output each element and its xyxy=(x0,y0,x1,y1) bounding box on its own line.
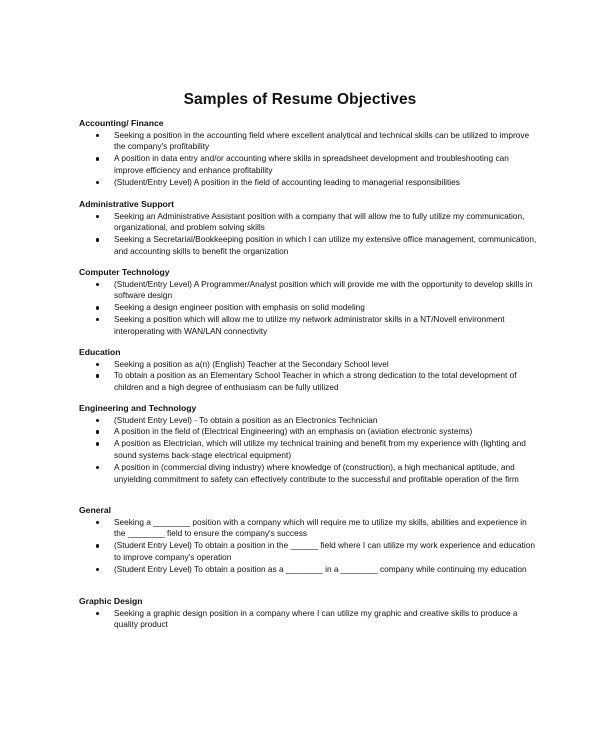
bullet-icon xyxy=(96,466,99,469)
objective-list xyxy=(79,211,539,259)
objective-text: To obtain a position as an Elementary School Teacher in which a strong dedication to the total development of children and a high degree of enthusiasm can be fully utilized xyxy=(114,370,517,393)
list-item xyxy=(79,564,539,576)
objective-text: Seeking a position in the accounting field where excellent analytical and technical skills can be utilized to improve the company's profitability xyxy=(114,129,530,152)
section-heading: Engineering and Technology xyxy=(79,403,197,413)
bullet-icon xyxy=(96,544,99,547)
list-item xyxy=(79,370,539,394)
bullet-icon xyxy=(96,442,99,445)
objective-text: Seeking a Secretarial/Bookkeeping position in which I can utilize my extensive office management, communication, and accounting skills to benefit the organization xyxy=(114,234,537,257)
section-engineering-technology xyxy=(79,403,539,486)
bullet-icon xyxy=(96,521,99,524)
bullet-icon xyxy=(96,363,99,366)
section-education xyxy=(79,347,539,394)
bullet-icon xyxy=(96,612,99,615)
bullet-icon xyxy=(96,181,99,184)
list-item xyxy=(79,426,539,438)
section-general xyxy=(79,505,539,576)
list-item xyxy=(79,130,539,154)
list-item xyxy=(79,234,539,258)
section-heading: Administrative Support xyxy=(79,199,175,209)
bullet-icon xyxy=(96,318,99,321)
bullet-icon xyxy=(96,157,99,160)
objective-text: A position in the field of (Electrical Engineering) with an emphasis on (aviation electronic systems) xyxy=(114,426,473,437)
objective-text: (Student Entry Level) To obtain a position in the ______ field where I can utilize my work experience and education to improve company's operation xyxy=(114,540,535,563)
objective-text: (Student/Entry Level) A position in the field of accounting leading to managerial responsibilities xyxy=(114,177,460,188)
list-item xyxy=(79,359,539,371)
objective-list xyxy=(79,130,539,190)
list-item xyxy=(79,540,539,564)
section-administrative-support xyxy=(79,199,539,258)
list-item xyxy=(79,608,539,632)
bullet-icon xyxy=(96,238,99,241)
objective-text: A position in (commercial diving industry) where knowledge of (construction), a high mechanical aptitude, and unyielding commitment to safety can effectively contribute to the successful and profitable operation of the firm xyxy=(114,462,519,485)
list-item xyxy=(79,177,539,189)
bullet-icon xyxy=(96,283,99,286)
objective-text: Seeking a position which will allow me to utilize my network administrator skills in a NT/Novell environment interoperating with WAN/LAN connectivity xyxy=(114,314,505,337)
objective-text: Seeking a design engineer position with emphasis on solid modeling xyxy=(114,302,365,313)
objective-text: Seeking a ________ position with a company which will require me to utilize my skills, abilities and experience in the ________ field to ensure the company's success xyxy=(114,516,527,539)
section-heading: Accounting/ Finance xyxy=(79,118,164,128)
list-item xyxy=(79,211,539,235)
list-item xyxy=(79,438,539,462)
objective-list xyxy=(79,608,539,632)
bullet-icon xyxy=(96,374,99,377)
section-graphic-design xyxy=(79,596,539,631)
bullet-icon xyxy=(96,306,99,309)
bullet-icon xyxy=(96,568,99,571)
objective-list xyxy=(79,415,539,486)
document-title: Samples of Resume Objectives xyxy=(183,91,417,108)
objective-text: (Student Entry Level) To obtain a position as a ________ in a ________ company while continuing my education xyxy=(114,564,527,575)
objective-list xyxy=(79,517,539,577)
list-item xyxy=(79,462,539,486)
list-item xyxy=(79,153,539,177)
objective-list xyxy=(79,359,539,395)
list-item xyxy=(79,517,539,541)
list-item xyxy=(79,415,539,427)
section-heading: General xyxy=(79,505,112,515)
objective-text: (Student/Entry Level) A Programmer/Analyst position which will provide me with the opportunity to develop skills in software design xyxy=(114,278,533,301)
section-heading: Education xyxy=(79,347,121,357)
objective-text: A position as Electrician, which will utilize my technical training and benefit from my experience with (lighting and sound systems back-stage electrical equipment) xyxy=(114,438,526,461)
objective-text: Seeking a position as a(n) (English) Teacher at the Secondary School level xyxy=(114,358,389,369)
objective-list xyxy=(79,279,539,339)
section-computer-technology xyxy=(79,267,539,338)
bullet-icon xyxy=(96,430,99,433)
section-accounting-finance xyxy=(79,118,539,189)
objective-text: Seeking a graphic design position in a company where I can utilize my graphic and creative skills to produce a quality product xyxy=(114,607,518,630)
bullet-icon xyxy=(96,419,99,422)
list-item xyxy=(79,279,539,303)
section-heading: Computer Technology xyxy=(79,267,170,277)
list-item xyxy=(79,302,539,314)
list-item xyxy=(79,314,539,338)
bullet-icon xyxy=(96,215,99,218)
section-heading: Graphic Design xyxy=(79,596,143,606)
objective-text: (Student Entry Level) - To obtain a position as an Electronics Technician xyxy=(114,414,378,425)
objective-text: Seeking an Administrative Assistant position with a company that will allow me to fully utilize my communication, organizational, and problem solving skills xyxy=(114,210,525,233)
objective-text: A position in data entry and/or accounting where skills in spreadsheet development and troubleshooting can improve efficiency and enhance profitability xyxy=(114,153,509,176)
bullet-icon xyxy=(96,134,99,137)
